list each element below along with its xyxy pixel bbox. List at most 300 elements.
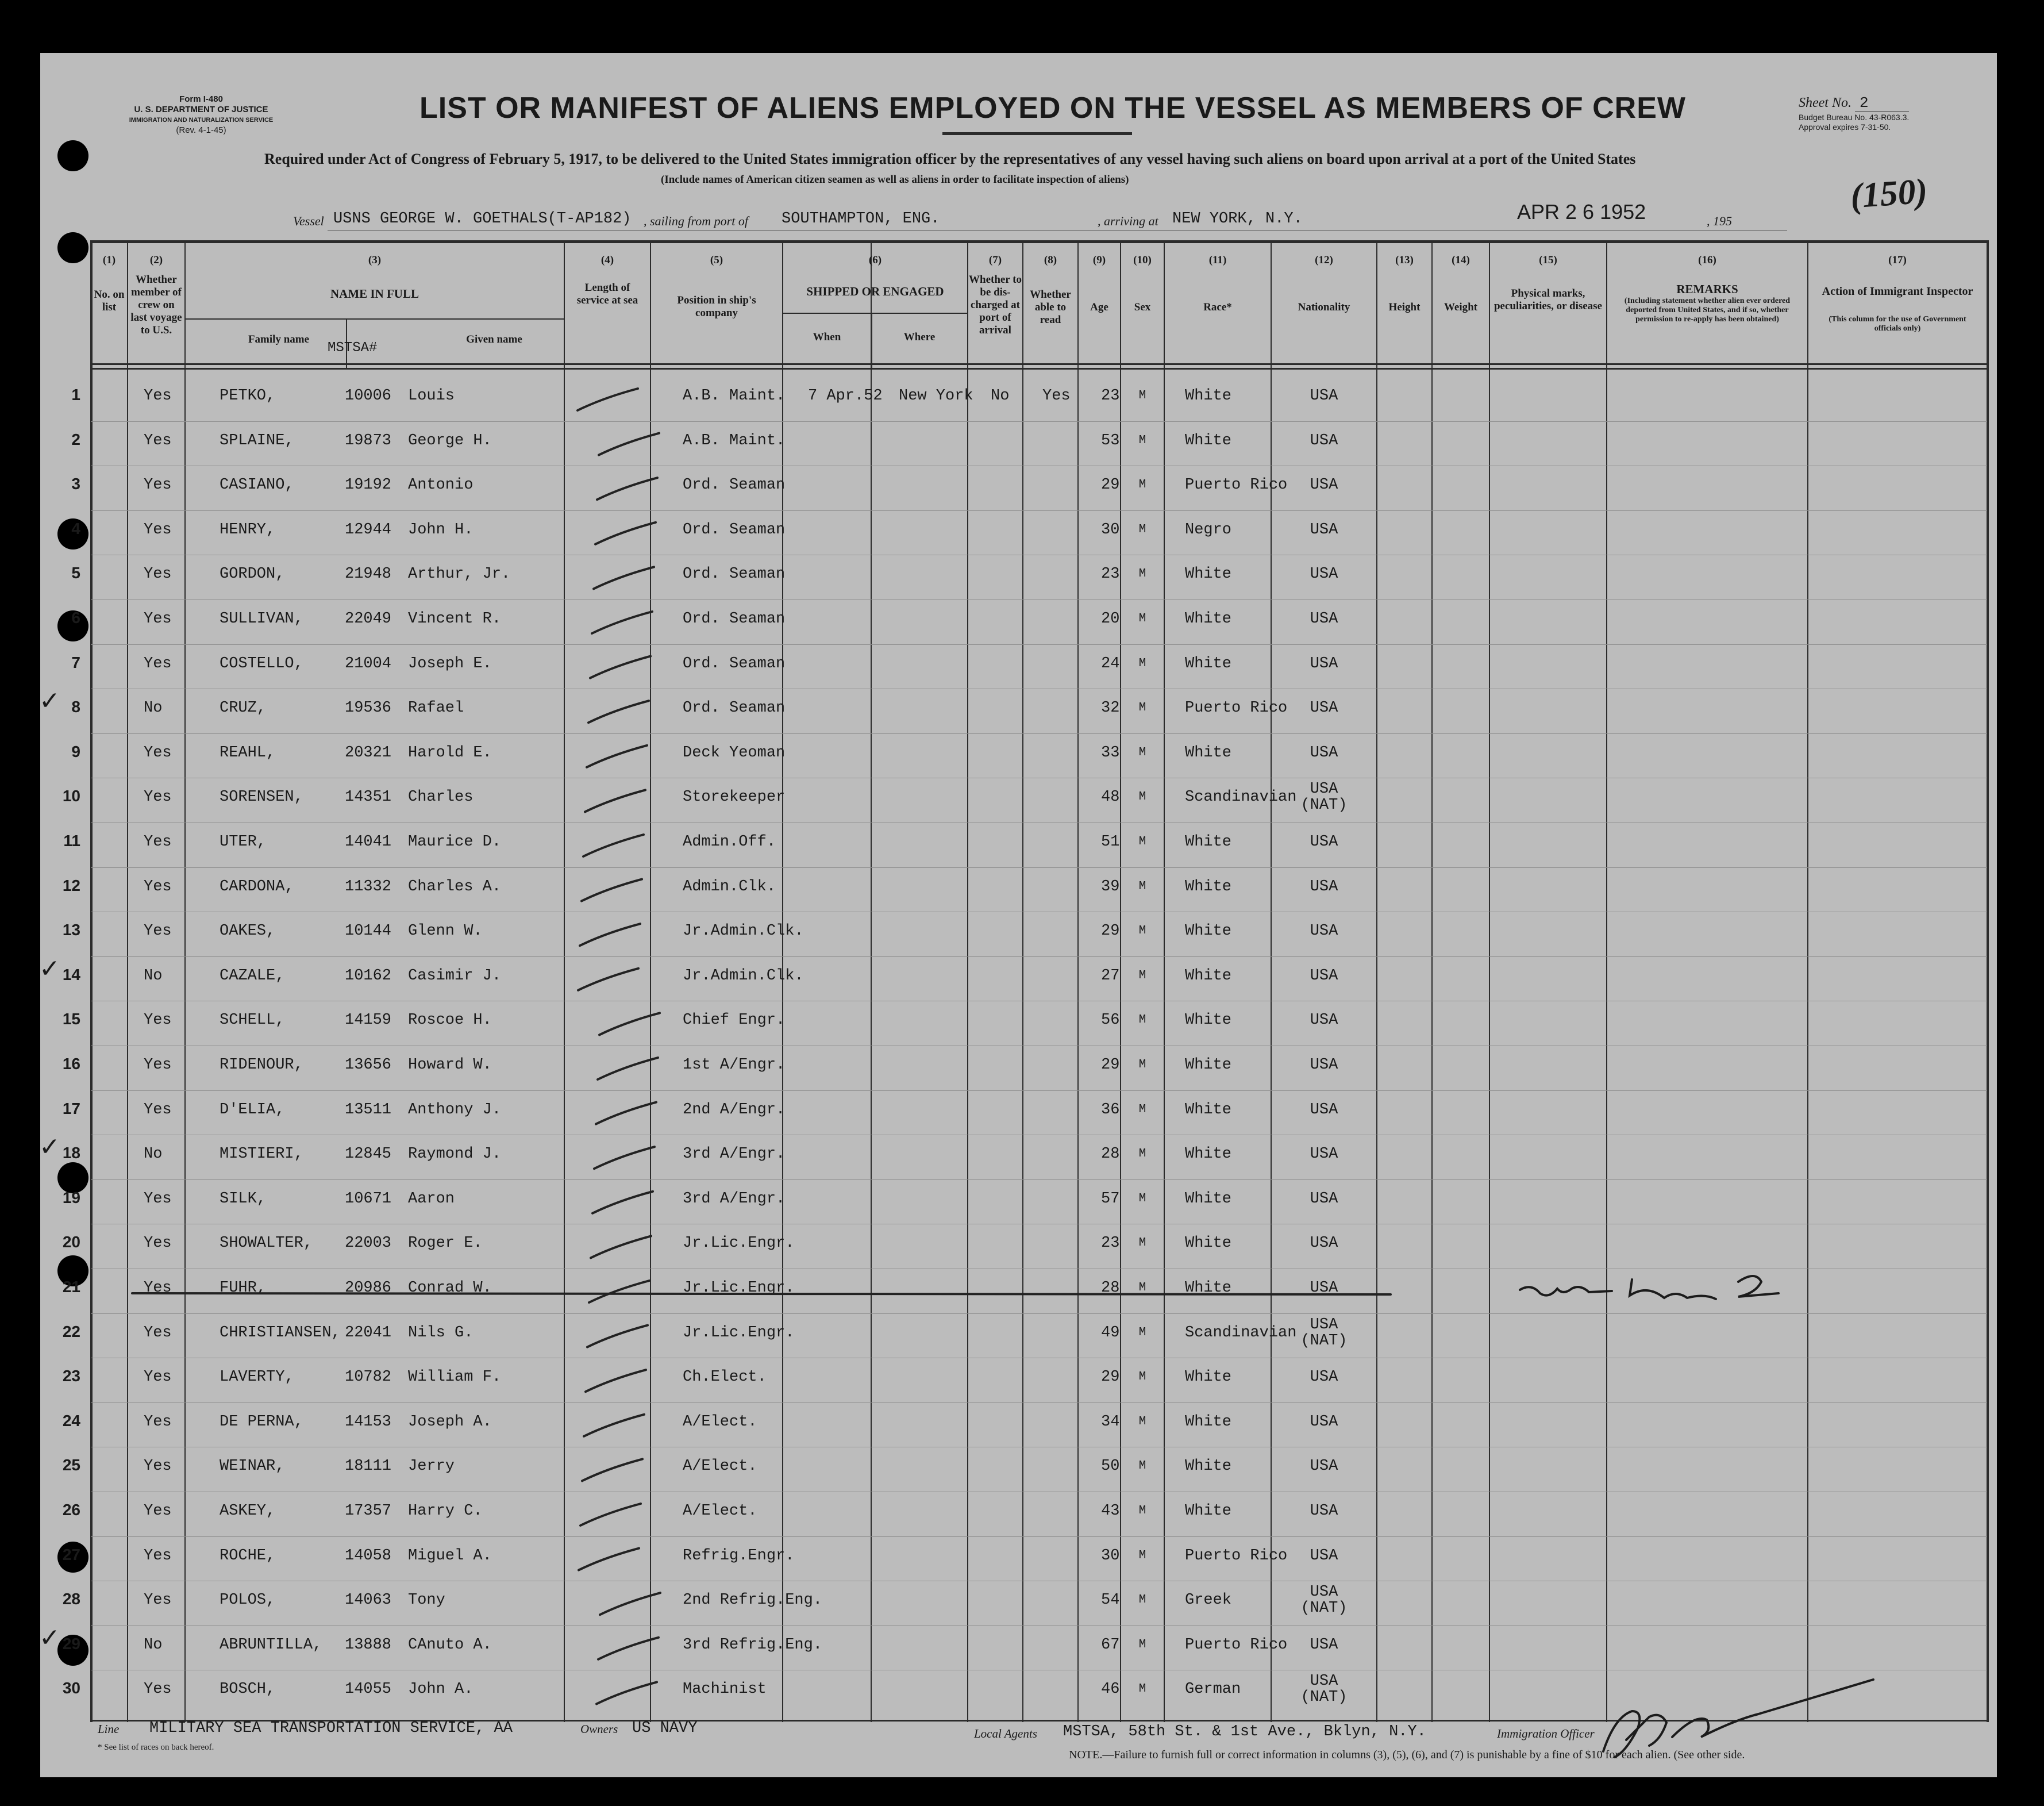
- header-mstsa: MSTSA#: [328, 340, 378, 356]
- mstsa-number: 14159: [345, 1012, 392, 1029]
- age: 51: [1101, 833, 1120, 851]
- colnum-14: (14): [1452, 254, 1470, 266]
- colnum-5: (5): [710, 254, 723, 266]
- position: A.B. Maint.: [683, 387, 786, 405]
- footer-agents-value: MSTSA, 58th St. & 1st Ave., Bklyn, N.Y.: [1063, 1723, 1426, 1740]
- row-number: 30: [62, 1679, 80, 1697]
- subnote: (Include names of American citizen seamen as well as aliens in order to facilitate inspection of aliens): [661, 174, 1129, 186]
- row-number: 7: [71, 653, 80, 671]
- race: White: [1185, 432, 1232, 449]
- column-divider: [1606, 240, 1607, 1722]
- position: Ord. Seaman: [683, 655, 786, 673]
- nationality: USA: [1310, 1503, 1338, 1520]
- row-number: 15: [62, 1010, 80, 1028]
- age: 29: [1101, 477, 1120, 494]
- mstsa-number: 19873: [345, 432, 392, 449]
- given-name: Harry C.: [408, 1503, 483, 1520]
- service-slash-mark: [594, 567, 654, 589]
- nationality: USA: [1310, 1056, 1338, 1074]
- family-name: REAHL,: [220, 744, 276, 762]
- footer-races-note: * See list of races on back hereof.: [98, 1743, 214, 1752]
- nationality: USA: [1310, 967, 1338, 985]
- race: Scandinavian: [1185, 789, 1297, 806]
- given-name: Antonio: [408, 477, 474, 494]
- given-name: Miguel A.: [408, 1547, 492, 1565]
- race: White: [1185, 610, 1232, 628]
- form-block: [126, 94, 276, 136]
- subtitle: Required under Act of Congress of February 5, 1917, to be delivered to the United States immigration officer by the representatives of any vessel having such aliens on board upon arrival at a port of the United States: [264, 151, 1636, 167]
- position: Jr.Lic.Engr.: [683, 1324, 795, 1342]
- age: 29: [1101, 1369, 1120, 1386]
- header-physical-marks: Physical marks, peculiarities, or disease: [1493, 287, 1603, 312]
- sex: M: [1138, 1593, 1146, 1607]
- header-family-name: Family name: [248, 333, 310, 345]
- position: Ord. Seaman: [683, 521, 786, 539]
- sex: M: [1138, 478, 1146, 492]
- given-name: Vincent R.: [408, 610, 502, 628]
- mstsa-number: 22003: [345, 1235, 392, 1252]
- age: 56: [1101, 1012, 1120, 1029]
- given-name: Joseph E.: [408, 655, 492, 673]
- row-number: 3: [71, 475, 80, 493]
- position: Machinist: [683, 1681, 767, 1699]
- service-slash-mark: [592, 612, 652, 633]
- crew-last-voyage: Yes: [144, 1503, 172, 1520]
- crew-last-voyage: Yes: [144, 789, 172, 806]
- colnum-15: (15): [1539, 254, 1557, 266]
- nationality: USA: [1310, 833, 1338, 851]
- race: White: [1185, 566, 1232, 583]
- position: 3rd A/Engr.: [683, 1146, 786, 1163]
- sex: M: [1138, 1415, 1146, 1428]
- given-name: Roger E.: [408, 1235, 483, 1252]
- sailing-label: , sailing from port of: [644, 214, 748, 228]
- mstsa-number: 11332: [345, 878, 392, 896]
- crew-last-voyage: Yes: [144, 477, 172, 494]
- age: 48: [1101, 789, 1120, 806]
- service-slash-mark: [591, 1236, 651, 1258]
- age: 53: [1101, 432, 1120, 449]
- crew-last-voyage: No: [144, 700, 163, 717]
- nationality: USA: [1310, 1279, 1338, 1297]
- position: Ch.Elect.: [683, 1369, 767, 1386]
- row-number: 6: [71, 609, 80, 627]
- service-slash-mark: [592, 1192, 653, 1213]
- footer-officer-label: Immigration Officer: [1497, 1727, 1595, 1740]
- colnum-6: (6): [868, 254, 882, 266]
- given-name: Tony: [408, 1592, 445, 1609]
- crew-last-voyage: Yes: [144, 1369, 172, 1386]
- service-slash-mark: [580, 1504, 641, 1526]
- position: Ord. Seaman: [683, 700, 786, 717]
- mstsa-number: 14058: [345, 1547, 392, 1565]
- race: Negro: [1185, 521, 1232, 539]
- row-number: 9: [71, 742, 80, 760]
- row-number: 13: [62, 921, 80, 939]
- given-name: Anthony J.: [408, 1101, 502, 1119]
- age: 28: [1101, 1279, 1120, 1297]
- row-divider: [91, 1090, 1987, 1091]
- row-number: 19: [62, 1188, 80, 1206]
- crew-last-voyage: Yes: [144, 610, 172, 628]
- race: White: [1185, 878, 1232, 896]
- mstsa-number: 22041: [345, 1324, 392, 1342]
- row-number: 29: [62, 1634, 80, 1653]
- nationality: USA: [1310, 432, 1338, 449]
- service-slash-mark: [584, 1415, 644, 1436]
- mstsa-number: 10162: [345, 967, 392, 985]
- position: 3rd A/Engr.: [683, 1190, 786, 1208]
- table-top-rule: [91, 240, 1987, 243]
- position: A/Elect.: [683, 1458, 757, 1475]
- nationality: USA: [1310, 1584, 1338, 1601]
- sex: M: [1138, 656, 1146, 670]
- nationality: USA: [1310, 1458, 1338, 1475]
- row-divider: [91, 867, 1987, 868]
- header-sex: Sex: [1134, 301, 1151, 313]
- column-divider: [1077, 240, 1079, 1722]
- family-name: RIDENOUR,: [220, 1056, 303, 1074]
- punch-hole: [57, 140, 88, 171]
- race: White: [1185, 655, 1232, 673]
- header-when: When: [813, 331, 841, 343]
- given-name: Roscoe H.: [408, 1012, 492, 1029]
- nationality: USA: [1310, 1101, 1338, 1119]
- age: 32: [1101, 700, 1120, 717]
- shipped-where: New York: [899, 387, 973, 405]
- given-name: Harold E.: [408, 744, 492, 762]
- service-slash-mark: [583, 835, 644, 856]
- mstsa-number: 14351: [345, 789, 392, 806]
- sex: M: [1138, 924, 1146, 938]
- colnum-1: (1): [102, 254, 116, 266]
- header-able-to-read: Whether able to read: [1030, 289, 1071, 326]
- row-number: 8: [71, 698, 80, 716]
- column-divider: [184, 240, 186, 1722]
- column-divider: [1987, 240, 1989, 1722]
- service-slash-mark: [589, 1281, 649, 1302]
- row-number: 10: [62, 787, 80, 805]
- header-age: Age: [1090, 301, 1108, 313]
- given-name: William F.: [408, 1369, 502, 1386]
- mstsa-number: 19192: [345, 477, 392, 494]
- family-name: SORENSEN,: [220, 789, 303, 806]
- age: 43: [1101, 1503, 1120, 1520]
- name-subheader-rule: [185, 318, 564, 320]
- service-slash-mark: [579, 1548, 639, 1570]
- service-slash-mark: [582, 1459, 642, 1481]
- family-name: CAZALE,: [220, 967, 285, 985]
- colnum-13: (13): [1395, 254, 1414, 266]
- race: White: [1185, 1012, 1232, 1029]
- given-name: John H.: [408, 521, 474, 539]
- family-name: POLOS,: [220, 1592, 276, 1609]
- mstsa-number: 22049: [345, 610, 392, 628]
- sex: M: [1138, 1058, 1146, 1071]
- column-divider: [1376, 240, 1377, 1722]
- sex: M: [1138, 1638, 1146, 1651]
- mstsa-number: 10144: [345, 923, 392, 940]
- family-name: SULLIVAN,: [220, 610, 303, 628]
- service-slash-mark: [582, 879, 642, 901]
- row-divider: [91, 1402, 1987, 1403]
- nationality: USA: [1310, 655, 1338, 673]
- position: Admin.Off.: [683, 833, 776, 851]
- sheet-label: Sheet No.: [1799, 95, 1851, 110]
- header-discharged: Whether to be dis-charged at port of arrival: [969, 274, 1022, 336]
- given-name: Charles: [408, 789, 474, 806]
- mstsa-number: 12845: [345, 1146, 392, 1163]
- race: White: [1185, 1458, 1232, 1475]
- race: Scandinavian: [1185, 1324, 1297, 1342]
- row-divider: [91, 1313, 1987, 1314]
- crew-last-voyage: No: [144, 1636, 163, 1654]
- service-slash-mark: [586, 1370, 646, 1392]
- mstsa-number: 20986: [345, 1279, 392, 1297]
- service-slash-mark: [587, 1325, 648, 1347]
- age: 30: [1101, 521, 1120, 539]
- family-name: CRUZ,: [220, 700, 267, 717]
- column-divider: [650, 240, 651, 1722]
- nationality: USA: [1310, 387, 1338, 405]
- given-name: Conrad W.: [408, 1279, 492, 1297]
- family-name: CARDONA,: [220, 878, 294, 896]
- sex: M: [1138, 1147, 1146, 1161]
- arrival-port: NEW YORK, N.Y.: [1172, 210, 1303, 228]
- crew-last-voyage: Yes: [144, 566, 172, 583]
- footer-agents-label: Local Agents: [974, 1727, 1037, 1740]
- age: 34: [1101, 1413, 1120, 1431]
- race: White: [1185, 1190, 1232, 1208]
- crew-last-voyage: Yes: [144, 432, 172, 449]
- crew-last-voyage: Yes: [144, 1458, 172, 1475]
- sex: M: [1138, 612, 1146, 625]
- family-name: ASKEY,: [220, 1503, 276, 1520]
- service-slash-mark: [596, 1682, 657, 1704]
- row-number: 22: [62, 1322, 80, 1340]
- header-weight: Weight: [1443, 301, 1478, 313]
- footer-line-value: MILITARY SEA TRANSPORTATION SERVICE, AA: [149, 1720, 513, 1737]
- nationality-naturalized: (NAT): [1300, 1600, 1348, 1617]
- family-name: D'ELIA,: [220, 1101, 285, 1119]
- mstsa-number: 18111: [345, 1458, 392, 1475]
- nationality-naturalized: (NAT): [1300, 1689, 1348, 1707]
- race: White: [1185, 833, 1232, 851]
- position: Jr.Lic.Engr.: [683, 1235, 795, 1252]
- row-number: 4: [71, 519, 80, 537]
- row-number: 16: [62, 1055, 80, 1073]
- row-number: 20: [62, 1233, 80, 1251]
- sex: M: [1138, 1682, 1146, 1696]
- crew-last-voyage: Yes: [144, 1101, 172, 1119]
- given-name: Maurice D.: [408, 833, 502, 851]
- family-name: SCHELL,: [220, 1012, 285, 1029]
- family-name: COSTELLO,: [220, 655, 303, 673]
- budget-number: Budget Bureau No. 43-R063.3.: [1799, 113, 1910, 122]
- race: White: [1185, 1413, 1232, 1431]
- nationality: USA: [1310, 1012, 1338, 1029]
- crew-last-voyage: Yes: [144, 923, 172, 940]
- row-divider: [91, 1179, 1987, 1180]
- race: Puerto Rico: [1185, 1636, 1288, 1654]
- nationality: USA: [1310, 610, 1338, 628]
- sex: M: [1138, 1548, 1146, 1562]
- mstsa-number: 17357: [345, 1503, 392, 1520]
- header-name-in-full: NAME IN FULL: [330, 287, 419, 301]
- colnum-3: (3): [368, 254, 382, 266]
- manifest-sheet: [40, 53, 1997, 1777]
- crew-last-voyage: Yes: [144, 1012, 172, 1029]
- crew-last-voyage: Yes: [144, 1190, 172, 1208]
- sex: M: [1138, 433, 1146, 447]
- given-name: Nils G.: [408, 1324, 474, 1342]
- colnum-8: (8): [1044, 254, 1057, 266]
- crew-last-voyage: Yes: [144, 655, 172, 673]
- header-bottom-rule-2: [91, 368, 1987, 370]
- column-divider: [1022, 240, 1023, 1722]
- service-slash-mark: [598, 1058, 658, 1079]
- sex: M: [1138, 1459, 1146, 1473]
- row-number: 26: [62, 1501, 80, 1519]
- nationality: USA: [1310, 878, 1338, 896]
- crew-last-voyage: Yes: [144, 1235, 172, 1252]
- header-shipped-engaged: SHIPPED OR ENGAGED: [806, 285, 944, 298]
- given-name: Raymond J.: [408, 1146, 502, 1163]
- header-immigrant-inspector: Action of Immigrant Inspector: [1822, 285, 1973, 298]
- row-number: 2: [71, 430, 80, 448]
- age: 50: [1101, 1458, 1120, 1475]
- family-name: GORDON,: [220, 566, 285, 583]
- row-number: 24: [62, 1411, 80, 1430]
- approval-expiry: Approval expires 7-31-50.: [1799, 122, 1891, 132]
- crew-last-voyage: Yes: [144, 1413, 172, 1431]
- crew-last-voyage: Yes: [144, 387, 172, 405]
- footer-penalty-note: NOTE.—Failure to furnish full or correct information in columns (3), (5), (6), and (7) is punishable by a fine of $10 for each alien. (See other side.: [1069, 1749, 1745, 1761]
- sex: M: [1138, 1504, 1146, 1517]
- race: White: [1185, 1503, 1232, 1520]
- age: 23: [1101, 566, 1120, 583]
- age: 36: [1101, 1101, 1120, 1119]
- race: German: [1185, 1681, 1241, 1699]
- mstsa-number: 13888: [345, 1636, 392, 1654]
- position: Deck Yeoman: [683, 744, 786, 762]
- given-name: Howard W.: [408, 1056, 492, 1074]
- sex: M: [1138, 1236, 1146, 1250]
- age: 57: [1101, 1190, 1120, 1208]
- mstsa-number: 14041: [345, 833, 392, 851]
- sex: M: [1138, 746, 1146, 759]
- discharged: No: [991, 387, 1010, 405]
- given-name: Rafael: [408, 700, 464, 717]
- family-name: WEINAR,: [220, 1458, 285, 1475]
- service-slash-mark: [578, 969, 638, 990]
- row-number: 1: [71, 386, 80, 404]
- column-divider: [1489, 240, 1490, 1722]
- footer-line-label: Line: [98, 1722, 120, 1736]
- family-name: FUHR,: [220, 1279, 267, 1297]
- service-slash-mark: [597, 478, 657, 499]
- check-mark: ✓: [39, 954, 60, 983]
- family-name: CHRISTIANSEN,: [220, 1324, 341, 1342]
- row-number: 5: [71, 564, 80, 582]
- sex: M: [1138, 701, 1146, 715]
- header-remarks-note: (Including statement whether alien ever ordered deported from United States, and if so, whether permission to re-apply has been obtained): [1624, 297, 1791, 324]
- age: 29: [1101, 1056, 1120, 1074]
- sex: M: [1138, 1281, 1146, 1294]
- nationality: USA: [1310, 1673, 1338, 1690]
- position: Jr.Admin.Clk.: [683, 923, 804, 940]
- nationality: USA: [1310, 1316, 1338, 1334]
- check-mark: ✓: [39, 1132, 60, 1162]
- shipped-subheader-rule: [783, 313, 968, 314]
- nationality: USA: [1310, 521, 1338, 539]
- sex: M: [1138, 969, 1146, 982]
- nationality: USA: [1310, 700, 1338, 717]
- colnum-9: (9): [1092, 254, 1106, 266]
- footer-owners-label: Owners: [580, 1722, 618, 1736]
- mstsa-number: 14153: [345, 1413, 392, 1431]
- row-number: 11: [63, 832, 80, 850]
- mstsa-number: 12944: [345, 521, 392, 539]
- mstsa-number: 13511: [345, 1101, 392, 1119]
- sex: M: [1138, 835, 1146, 848]
- row-divider: [91, 421, 1987, 422]
- given-name: George H.: [408, 432, 492, 449]
- family-name: OAKES,: [220, 923, 276, 940]
- header-given-name: Given name: [466, 333, 522, 345]
- colnum-2: (2): [149, 254, 163, 266]
- position: Admin.Clk.: [683, 878, 776, 896]
- nationality: USA: [1310, 781, 1338, 798]
- crew-last-voyage: Yes: [144, 1681, 172, 1699]
- sex: M: [1138, 1325, 1146, 1339]
- budget-block: [1799, 113, 1909, 132]
- colnum-11: (11): [1208, 254, 1227, 266]
- sex: M: [1138, 1013, 1146, 1027]
- sex: M: [1138, 389, 1146, 402]
- race: Puerto Rico: [1185, 1547, 1288, 1565]
- column-divider: [1431, 240, 1433, 1722]
- service-slash-mark: [580, 924, 640, 946]
- row-number: 12: [62, 876, 80, 894]
- age: 24: [1101, 655, 1120, 673]
- age: 49: [1101, 1324, 1120, 1342]
- mstsa-number: 10782: [345, 1369, 392, 1386]
- race: White: [1185, 1235, 1232, 1252]
- row-number: 23: [62, 1367, 80, 1385]
- crew-last-voyage: Yes: [144, 744, 172, 762]
- given-name: Casimir J.: [408, 967, 502, 985]
- column-divider: [1807, 240, 1808, 1722]
- nationality: USA: [1310, 923, 1338, 940]
- colnum-10: (10): [1133, 254, 1152, 266]
- nationality: USA: [1310, 1636, 1338, 1654]
- age: 46: [1101, 1681, 1120, 1699]
- officer-signature: [1603, 1680, 1873, 1757]
- form-department: U. S. DEPARTMENT OF JUSTICE: [134, 105, 268, 114]
- page-title: LIST OR MANIFEST OF ALIENS EMPLOYED ON THE VESSEL AS MEMBERS OF CREW: [419, 91, 1686, 125]
- row-number: 27: [62, 1545, 80, 1563]
- crew-last-voyage: Yes: [144, 1056, 172, 1074]
- family-name: SPLAINE,: [220, 432, 294, 449]
- colnum-12: (12): [1315, 254, 1333, 266]
- row-divider: [91, 510, 1987, 511]
- service-slash-mark: [595, 522, 656, 544]
- given-name: Charles A.: [408, 878, 502, 896]
- header-remarks: REMARKS: [1676, 282, 1738, 296]
- nationality: USA: [1310, 566, 1338, 583]
- nationality: USA: [1310, 744, 1338, 762]
